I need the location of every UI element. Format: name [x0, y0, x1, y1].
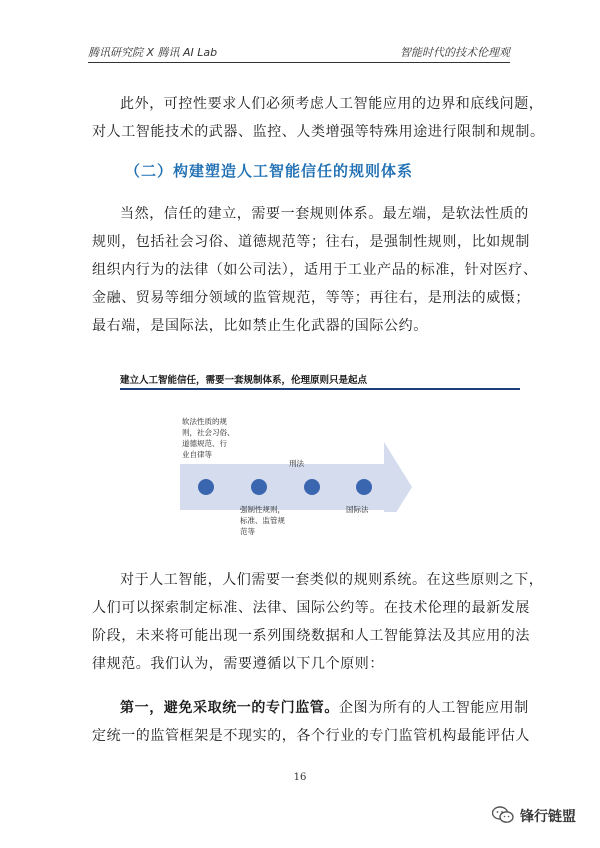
- figure-title-rule: [120, 388, 520, 390]
- text-line: 规则，包括社会习俗、道德规范等；往右，是强制性规则，比如规制: [92, 234, 530, 250]
- text-line: 律规范。我们认为，需要遵循以下几个原则：: [92, 656, 384, 672]
- section-title: （二）构建塑造人工智能信任的规则体系: [125, 162, 414, 180]
- label-line: 范等: [240, 527, 255, 536]
- text-line: 金融、贸易等细分领域的监管规范，等等；再往右，是刑法的威慑；: [92, 290, 530, 306]
- text-line: 组织内行为的法律（如公司法），适用于工业产品的标准，针对医疗、: [92, 262, 538, 278]
- label-line: 软法性质的规: [182, 417, 227, 426]
- marker-soft-law: [198, 479, 214, 495]
- paragraph-principle-one: [92, 694, 530, 750]
- paragraph-ai-rules: [92, 566, 544, 678]
- paragraph-rule-system: [92, 200, 538, 340]
- header-right: 智能时代的技术伦理观: [400, 46, 510, 59]
- principle-text: 企图为所有的人工智能应用制: [339, 700, 529, 716]
- paragraph-controllability: [92, 90, 545, 146]
- text-line: 人们可以探索制定标准、法律、国际公约等。在技术伦理的最新发展: [92, 600, 530, 616]
- label-mandatory: [240, 504, 285, 537]
- marker-mandatory: [251, 479, 267, 495]
- text-line: 最右端，是国际法，比如禁止生化武器的国际公约。: [92, 318, 428, 334]
- page-header: [88, 40, 510, 63]
- marker-criminal: [304, 479, 320, 495]
- marker-international: [356, 479, 372, 495]
- text-line: 阶段，未来将可能出现一系列围绕数据和人工智能算法及其应用的法: [92, 628, 530, 644]
- label-line: 标准、监管规: [240, 516, 285, 525]
- text-line: 对于人工智能，人们需要一套类似的规则系统。在这些原则之下，: [120, 572, 544, 588]
- text-line: 定统一的监管框架是不现实的，各个行业的专门监管机构最能评估人: [92, 728, 530, 744]
- text-line: 当然，信任的建立，需要一套规则体系。最左端，是软法性质的: [120, 206, 529, 222]
- figure-title: 建立人工智能信任，需要一套规制体系，伦理原则只是起点: [120, 375, 368, 386]
- label-line: 强制性规则，: [240, 505, 285, 514]
- rule-spectrum-figure: [94, 372, 514, 552]
- principle-lead: 第一，避免采取统一的专门监管。: [120, 700, 339, 716]
- label-line: 则，社会习俗、: [182, 428, 235, 437]
- label-line: 业自律等: [182, 450, 212, 459]
- header-left: 腾讯研究院 X 腾讯 AI Lab: [88, 46, 218, 59]
- label-criminal: 刑法: [289, 459, 304, 468]
- text-line: 此外，可控性要求人们必须考虑人工智能应用的边界和底线问题，: [120, 96, 544, 112]
- watermark: [492, 806, 576, 828]
- spectrum-arrow-graphic: [94, 432, 424, 512]
- page-number: 16: [293, 772, 307, 783]
- label-international: 国际法: [346, 505, 369, 514]
- text-line: 对人工智能技术的武器、监控、人类增强等特殊用途进行限制和规制。: [92, 124, 545, 140]
- label-soft-law: [182, 416, 235, 460]
- text-line: [92, 694, 529, 722]
- label-line: 道德规范、行: [182, 439, 227, 448]
- wechat-icon: [492, 806, 514, 828]
- watermark-text: 锋行链盟: [520, 809, 576, 825]
